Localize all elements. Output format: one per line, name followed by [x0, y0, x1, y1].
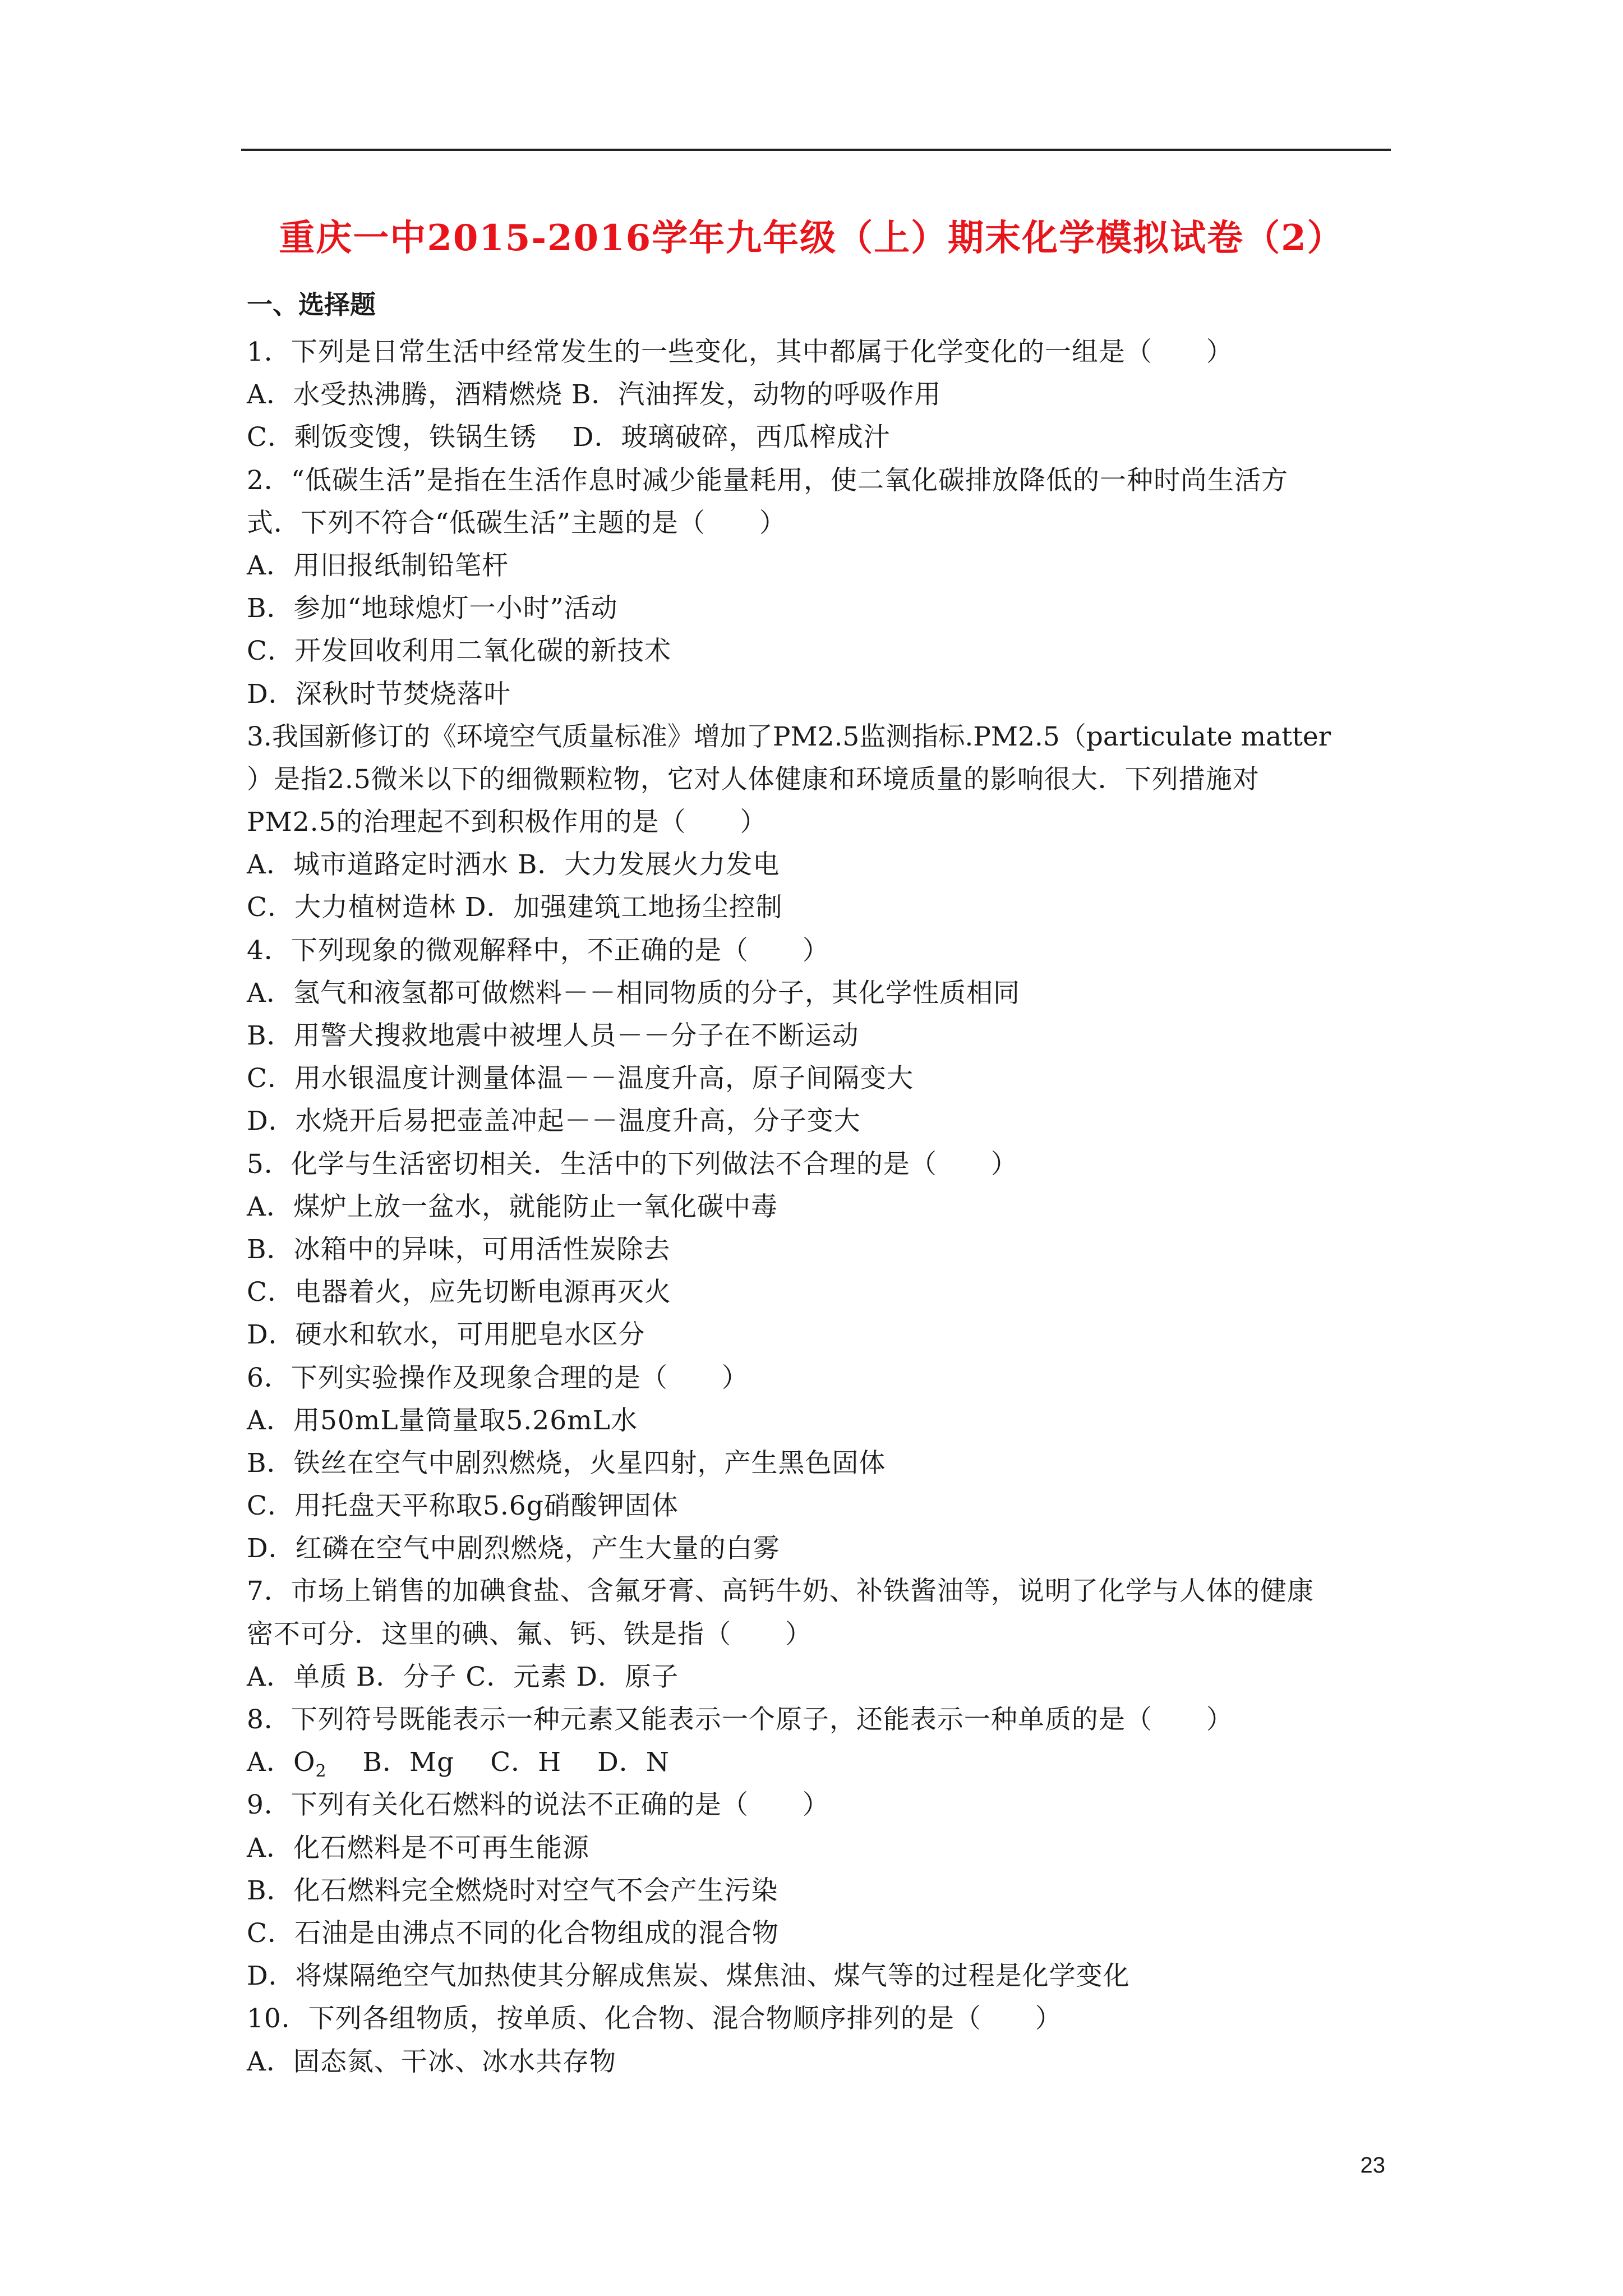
text-line: C．石油是由沸点不同的化合物组成的混合物 — [247, 1917, 779, 1949]
text-line: 6．下列实验操作及现象合理的是（ ） — [247, 1362, 749, 1393]
text-line: 密不可分．这里的碘、氟、钙、铁是指（ ） — [247, 1618, 812, 1650]
document-title: 重庆一中2015-2016学年九年级（上）期末化学模拟试卷（2） — [279, 217, 1344, 259]
text-line: A．煤炉上放一盆水，就能防止一氧化碳中毒 — [247, 1191, 778, 1222]
page-number: 23 — [1360, 2153, 1385, 2178]
text-line: B．冰箱中的异味，可用活性炭除去 — [247, 1234, 671, 1265]
text-line: 5．化学与生活密切相关．生活中的下列做法不合理的是（ ） — [247, 1148, 1018, 1180]
text-line: D．深秋时节焚烧落叶 — [247, 678, 511, 710]
text-line: C．用水银温度计测量体温－－温度升高，原子间隔变大 — [247, 1063, 914, 1094]
text-line: A．水受热沸腾，酒精燃烧 B．汽油挥发，动物的呼吸作用 — [247, 379, 942, 411]
q8-options — [247, 1741, 1413, 1784]
text-line: D．将煤隔绝空气加热使其分解成焦炭、煤焦油、煤气等的过程是化学变化 — [247, 1961, 1130, 1992]
question-list — [247, 331, 1413, 2083]
text-line: A．城市道路定时洒水 B．大力发展火力发电 — [247, 849, 780, 881]
text-line: B．用警犬搜救地震中被埋人员－－分子在不断运动 — [247, 1020, 859, 1051]
text-line: 9．下列有关化石燃料的说法不正确的是（ ） — [247, 1789, 829, 1821]
q8-options-rest: B．Mg C．H D．N — [326, 1747, 670, 1778]
text-line: C．开发回收利用二氧化碳的新技术 — [247, 636, 671, 667]
text-line: D．硬水和软水，可用肥皂水区分 — [247, 1319, 645, 1351]
text-line: C．电器着火，应先切断电源再灭火 — [247, 1277, 671, 1308]
q8-option-a-subscript: 2 — [315, 1761, 327, 1782]
text-line: 8．下列符号既能表示一种元素又能表示一个原子，还能表示一种单质的是（ ） — [247, 1704, 1233, 1735]
text-line: PM2.5的治理起不到积极作用的是（ ） — [247, 807, 767, 838]
text-line: A．用旧报纸制铅笔杆 — [247, 550, 509, 581]
text-line: 2．“低碳生活”是指在生活作息时减少能量耗用，使二氧化碳排放降低的一种时尚生活方 — [247, 464, 1288, 496]
text-line: A．氢气和液氢都可做燃料－－相同物质的分子，其化学性质相同 — [247, 977, 1020, 1009]
q8-option-a: A．O — [247, 1747, 316, 1778]
text-line: C．大力植树造林 D．加强建筑工地扬尘控制 — [247, 892, 783, 923]
text-line: C．用托盘天平称取5.6g硝酸钾固体 — [247, 1490, 679, 1522]
text-line: 式．下列不符合“低碳生活”主题的是（ ） — [247, 507, 787, 539]
text-line: A．用50mL量筒量取5.26mL水 — [247, 1405, 638, 1436]
text-line: B．化石燃料完全燃烧时对空气不会产生污染 — [247, 1875, 778, 1906]
text-line: ）是指2.5微米以下的细微颗粒物，它对人体健康和环境质量的影响很大．下列措施对 — [247, 763, 1260, 795]
text-line: 4．下列现象的微观解释中，不正确的是（ ） — [247, 935, 829, 966]
text-line: C．剩饭变馊，铁锅生锈 D．玻璃破碎，西瓜榨成汁 — [247, 422, 891, 453]
text-line: D．水烧开后易把壶盖冲起－－温度升高，分子变大 — [247, 1106, 861, 1137]
text-line: B．铁丝在空气中剧烈燃烧，火星四射，产生黑色固体 — [247, 1447, 886, 1479]
text-line: 10．下列各组物质，按单质、化合物、混合物顺序排列的是（ ） — [247, 2003, 1062, 2035]
text-line: 3.我国新修订的《环境空气质量标准》增加了PM2.5监测指标.PM2.5（particulate matter — [247, 721, 1331, 752]
section-heading: 一、选择题 — [247, 289, 376, 320]
text-line: D．红磷在空气中剧烈燃烧，产生大量的白雾 — [247, 1533, 780, 1565]
text-line: B．参加“地球熄灯一小时”活动 — [247, 593, 618, 624]
text-line: 1．下列是日常生活中经常发生的一些变化，其中都属于化学变化的一组是（ ） — [247, 337, 1233, 367]
header-rule — [241, 149, 1391, 151]
text-line: A．固态氮、干冰、冰水共存物 — [247, 2046, 616, 2077]
text-line: A．单质 B．分子 C．元素 D．原子 — [247, 1661, 679, 1692]
text-line: A．化石燃料是不可再生能源 — [247, 1832, 589, 1864]
text-line: 7．市场上销售的加碘食盐、含氟牙膏、高钙牛奶、补铁酱油等，说明了化学与人体的健康 — [247, 1576, 1314, 1607]
